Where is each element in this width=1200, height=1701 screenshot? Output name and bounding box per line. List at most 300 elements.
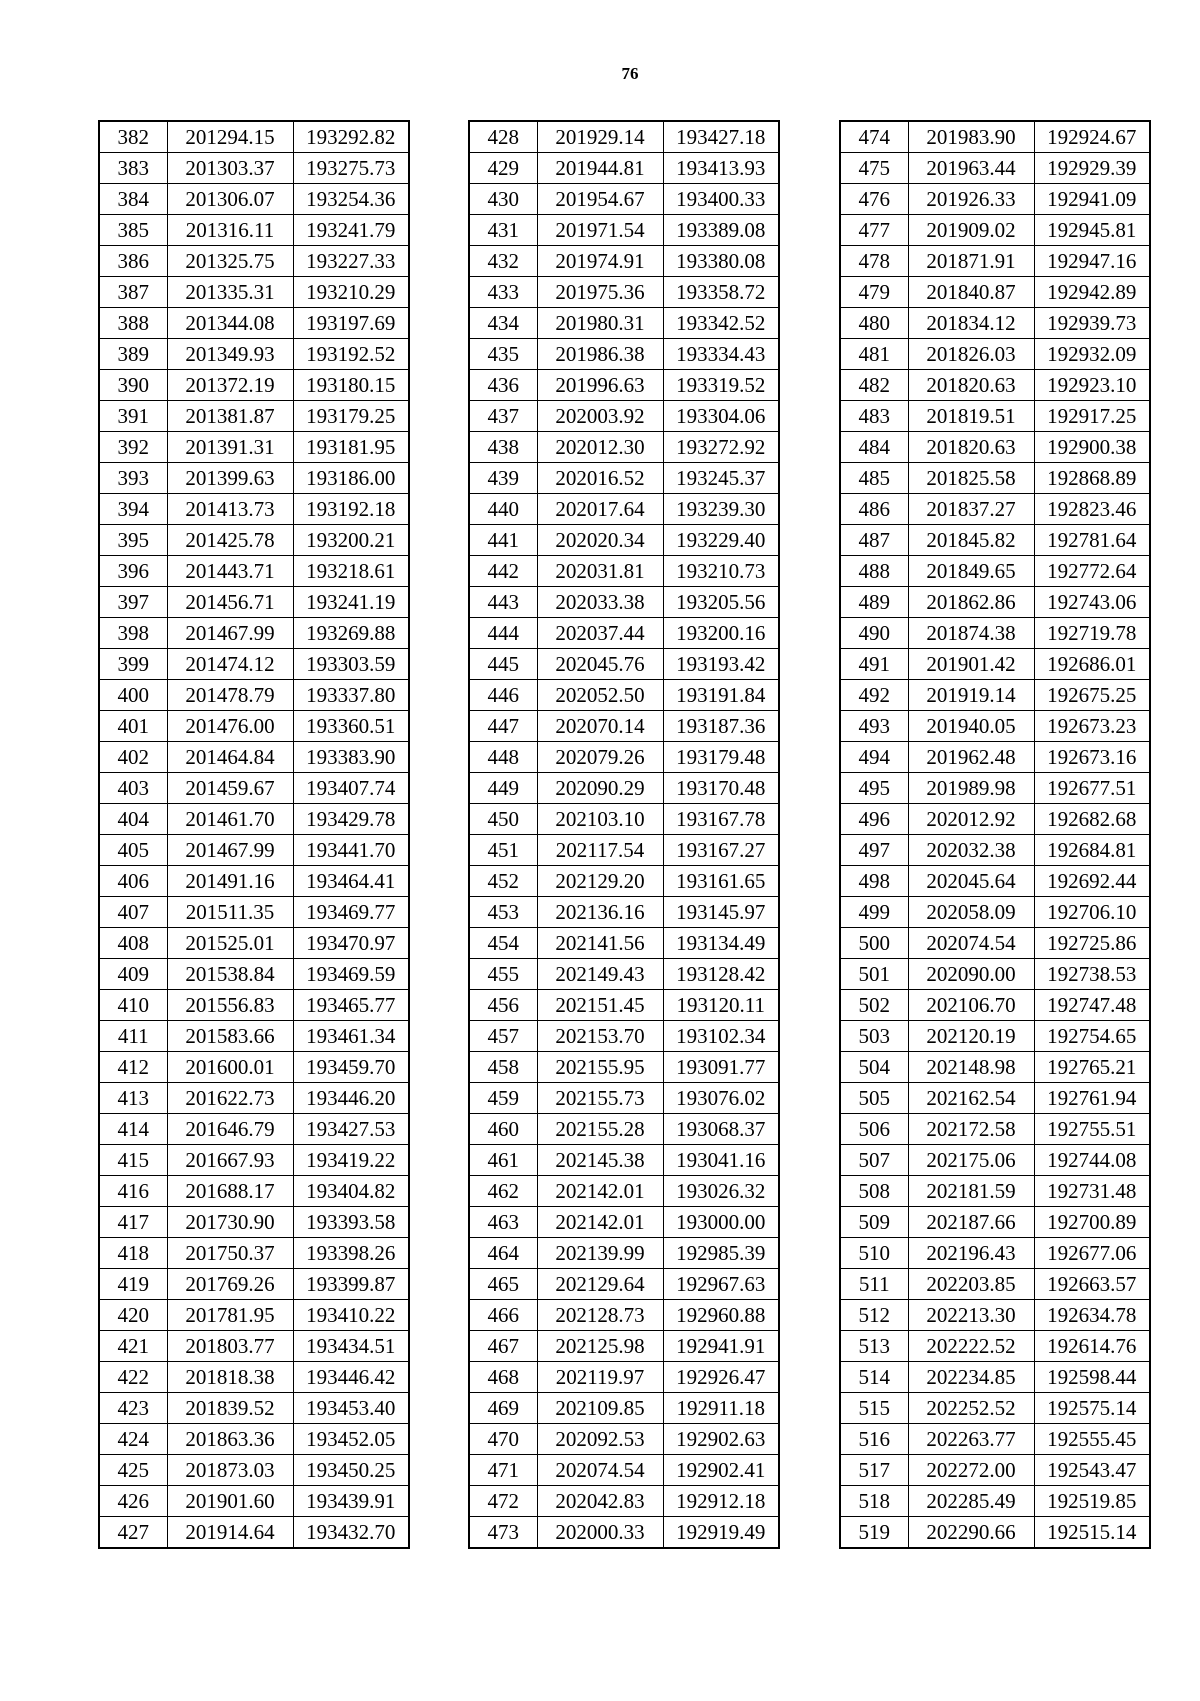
x-coordinate-cell: 201344.08 — [167, 308, 293, 339]
point-number-cell: 515 — [840, 1393, 908, 1424]
table-row — [469, 928, 779, 959]
x-coordinate-cell: 202213.30 — [908, 1300, 1034, 1331]
point-number-cell: 486 — [840, 494, 908, 525]
y-coordinate-cell: 193427.18 — [663, 121, 779, 153]
point-number-cell: 440 — [469, 494, 537, 525]
table-row — [469, 121, 779, 153]
table-row — [469, 1300, 779, 1331]
point-number-cell: 454 — [469, 928, 537, 959]
point-number-cell: 431 — [469, 215, 537, 246]
y-coordinate-cell: 192719.78 — [1034, 618, 1150, 649]
y-coordinate-cell: 192677.51 — [1034, 773, 1150, 804]
point-number-cell: 469 — [469, 1393, 537, 1424]
table-row — [99, 1021, 409, 1052]
coordinate-table-body — [840, 121, 1150, 1548]
x-coordinate-cell: 202196.43 — [908, 1238, 1034, 1269]
table-row — [469, 866, 779, 897]
x-coordinate-cell: 201349.93 — [167, 339, 293, 370]
point-number-cell: 428 — [469, 121, 537, 153]
point-number-cell: 396 — [99, 556, 167, 587]
table-row — [99, 525, 409, 556]
table-row — [99, 587, 409, 618]
point-number-cell: 422 — [99, 1362, 167, 1393]
point-number-cell: 453 — [469, 897, 537, 928]
x-coordinate-cell: 202090.29 — [537, 773, 663, 804]
y-coordinate-cell: 193193.42 — [663, 649, 779, 680]
point-number-cell: 412 — [99, 1052, 167, 1083]
x-coordinate-cell: 202162.54 — [908, 1083, 1034, 1114]
point-number-cell: 382 — [99, 121, 167, 153]
x-coordinate-cell: 201474.12 — [167, 649, 293, 680]
table-row — [99, 1424, 409, 1455]
point-number-cell: 425 — [99, 1455, 167, 1486]
y-coordinate-cell: 193292.82 — [293, 121, 409, 153]
x-coordinate-cell: 201944.81 — [537, 153, 663, 184]
table-row — [99, 1052, 409, 1083]
x-coordinate-cell: 201962.48 — [908, 742, 1034, 773]
point-number-cell: 404 — [99, 804, 167, 835]
table-row — [99, 1207, 409, 1238]
point-number-cell: 487 — [840, 525, 908, 556]
x-coordinate-cell: 202017.64 — [537, 494, 663, 525]
point-number-cell: 451 — [469, 835, 537, 866]
y-coordinate-cell: 192947.16 — [1034, 246, 1150, 277]
point-number-cell: 502 — [840, 990, 908, 1021]
y-coordinate-cell: 192919.49 — [663, 1517, 779, 1549]
table-row — [99, 897, 409, 928]
y-coordinate-cell: 193091.77 — [663, 1052, 779, 1083]
table-row — [469, 897, 779, 928]
y-coordinate-cell: 192598.44 — [1034, 1362, 1150, 1393]
y-coordinate-cell: 192926.47 — [663, 1362, 779, 1393]
point-number-cell: 504 — [840, 1052, 908, 1083]
point-number-cell: 432 — [469, 246, 537, 277]
table-row — [99, 1331, 409, 1362]
table-row — [840, 990, 1150, 1021]
x-coordinate-cell: 202103.10 — [537, 804, 663, 835]
y-coordinate-cell: 192731.48 — [1034, 1176, 1150, 1207]
table-row — [469, 308, 779, 339]
y-coordinate-cell: 193446.20 — [293, 1083, 409, 1114]
x-coordinate-cell: 202290.66 — [908, 1517, 1034, 1549]
y-coordinate-cell: 192663.57 — [1034, 1269, 1150, 1300]
x-coordinate-cell: 201954.67 — [537, 184, 663, 215]
x-coordinate-cell: 201476.00 — [167, 711, 293, 742]
table-row — [469, 1238, 779, 1269]
y-coordinate-cell: 193303.59 — [293, 649, 409, 680]
y-coordinate-cell: 193459.70 — [293, 1052, 409, 1083]
x-coordinate-cell: 201306.07 — [167, 184, 293, 215]
y-coordinate-cell: 193076.02 — [663, 1083, 779, 1114]
table-row — [469, 556, 779, 587]
point-number-cell: 406 — [99, 866, 167, 897]
y-coordinate-cell: 193170.48 — [663, 773, 779, 804]
table-row — [469, 959, 779, 990]
y-coordinate-cell: 193227.33 — [293, 246, 409, 277]
y-coordinate-cell: 193453.40 — [293, 1393, 409, 1424]
point-number-cell: 450 — [469, 804, 537, 835]
x-coordinate-cell: 201974.91 — [537, 246, 663, 277]
coordinate-table-2 — [468, 120, 780, 1549]
table-row — [840, 556, 1150, 587]
table-row — [469, 990, 779, 1021]
table-row — [469, 215, 779, 246]
y-coordinate-cell: 193446.42 — [293, 1362, 409, 1393]
y-coordinate-cell: 193432.70 — [293, 1517, 409, 1549]
x-coordinate-cell: 202203.85 — [908, 1269, 1034, 1300]
point-number-cell: 458 — [469, 1052, 537, 1083]
y-coordinate-cell: 192755.51 — [1034, 1114, 1150, 1145]
y-coordinate-cell: 192945.81 — [1034, 215, 1150, 246]
table-row — [469, 1083, 779, 1114]
table-row — [99, 308, 409, 339]
x-coordinate-cell: 201399.63 — [167, 463, 293, 494]
point-number-cell: 500 — [840, 928, 908, 959]
x-coordinate-cell: 201914.64 — [167, 1517, 293, 1549]
point-number-cell: 433 — [469, 277, 537, 308]
point-number-cell: 405 — [99, 835, 167, 866]
y-coordinate-cell: 193439.91 — [293, 1486, 409, 1517]
y-coordinate-cell: 193380.08 — [663, 246, 779, 277]
table-row — [469, 184, 779, 215]
point-number-cell: 501 — [840, 959, 908, 990]
y-coordinate-cell: 192960.88 — [663, 1300, 779, 1331]
point-number-cell: 435 — [469, 339, 537, 370]
y-coordinate-cell: 193465.77 — [293, 990, 409, 1021]
point-number-cell: 389 — [99, 339, 167, 370]
point-number-cell: 420 — [99, 1300, 167, 1331]
x-coordinate-cell: 201525.01 — [167, 928, 293, 959]
point-number-cell: 519 — [840, 1517, 908, 1549]
table-row — [840, 1517, 1150, 1549]
x-coordinate-cell: 202142.01 — [537, 1207, 663, 1238]
page-number: 76 — [621, 64, 639, 83]
point-number-cell: 429 — [469, 153, 537, 184]
point-number-cell: 482 — [840, 370, 908, 401]
x-coordinate-cell: 201996.63 — [537, 370, 663, 401]
coordinate-table-body — [99, 121, 409, 1548]
point-number-cell: 409 — [99, 959, 167, 990]
table-row — [469, 1517, 779, 1549]
point-number-cell: 495 — [840, 773, 908, 804]
x-coordinate-cell: 201820.63 — [908, 370, 1034, 401]
table-row — [99, 1455, 409, 1486]
x-coordinate-cell: 201975.36 — [537, 277, 663, 308]
y-coordinate-cell: 193167.27 — [663, 835, 779, 866]
table-row — [469, 835, 779, 866]
point-number-cell: 461 — [469, 1145, 537, 1176]
point-number-cell: 408 — [99, 928, 167, 959]
table-row — [99, 246, 409, 277]
y-coordinate-cell: 192700.89 — [1034, 1207, 1150, 1238]
y-coordinate-cell: 193187.36 — [663, 711, 779, 742]
table-row — [840, 277, 1150, 308]
table-row — [840, 587, 1150, 618]
y-coordinate-cell: 193434.51 — [293, 1331, 409, 1362]
x-coordinate-cell: 201600.01 — [167, 1052, 293, 1083]
table-row — [840, 680, 1150, 711]
point-number-cell: 386 — [99, 246, 167, 277]
y-coordinate-cell: 193269.88 — [293, 618, 409, 649]
x-coordinate-cell: 201963.44 — [908, 153, 1034, 184]
x-coordinate-cell: 201730.90 — [167, 1207, 293, 1238]
y-coordinate-cell: 193000.00 — [663, 1207, 779, 1238]
point-number-cell: 508 — [840, 1176, 908, 1207]
y-coordinate-cell: 193200.16 — [663, 618, 779, 649]
point-number-cell: 518 — [840, 1486, 908, 1517]
y-coordinate-cell: 193450.25 — [293, 1455, 409, 1486]
point-number-cell: 400 — [99, 680, 167, 711]
point-number-cell: 505 — [840, 1083, 908, 1114]
table-row — [840, 121, 1150, 153]
y-coordinate-cell: 193413.93 — [663, 153, 779, 184]
point-number-cell: 474 — [840, 121, 908, 153]
table-row — [99, 990, 409, 1021]
point-number-cell: 439 — [469, 463, 537, 494]
table-row — [99, 1300, 409, 1331]
y-coordinate-cell: 192924.67 — [1034, 121, 1150, 153]
table-row — [840, 153, 1150, 184]
x-coordinate-cell: 201837.27 — [908, 494, 1034, 525]
x-coordinate-cell: 201622.73 — [167, 1083, 293, 1114]
table-row — [469, 1486, 779, 1517]
point-number-cell: 416 — [99, 1176, 167, 1207]
y-coordinate-cell: 192706.10 — [1034, 897, 1150, 928]
y-coordinate-cell: 192725.86 — [1034, 928, 1150, 959]
x-coordinate-cell: 201459.67 — [167, 773, 293, 804]
x-coordinate-cell: 202119.97 — [537, 1362, 663, 1393]
y-coordinate-cell: 192754.65 — [1034, 1021, 1150, 1052]
point-number-cell: 446 — [469, 680, 537, 711]
x-coordinate-cell: 201372.19 — [167, 370, 293, 401]
point-number-cell: 434 — [469, 308, 537, 339]
x-coordinate-cell: 202016.52 — [537, 463, 663, 494]
table-row — [469, 742, 779, 773]
table-row — [469, 1145, 779, 1176]
x-coordinate-cell: 202070.14 — [537, 711, 663, 742]
y-coordinate-cell: 192575.14 — [1034, 1393, 1150, 1424]
x-coordinate-cell: 201874.38 — [908, 618, 1034, 649]
point-number-cell: 490 — [840, 618, 908, 649]
point-number-cell: 468 — [469, 1362, 537, 1393]
table-row — [99, 401, 409, 432]
y-coordinate-cell: 193342.52 — [663, 308, 779, 339]
x-coordinate-cell: 202145.38 — [537, 1145, 663, 1176]
y-coordinate-cell: 193179.25 — [293, 401, 409, 432]
y-coordinate-cell: 193205.56 — [663, 587, 779, 618]
x-coordinate-cell: 202031.81 — [537, 556, 663, 587]
table-row — [469, 773, 779, 804]
x-coordinate-cell: 202129.64 — [537, 1269, 663, 1300]
table-row — [840, 959, 1150, 990]
point-number-cell: 444 — [469, 618, 537, 649]
y-coordinate-cell: 193383.90 — [293, 742, 409, 773]
table-row — [99, 121, 409, 153]
point-number-cell: 477 — [840, 215, 908, 246]
y-coordinate-cell: 192519.85 — [1034, 1486, 1150, 1517]
x-coordinate-cell: 202074.54 — [908, 928, 1034, 959]
point-number-cell: 496 — [840, 804, 908, 835]
table-row — [99, 835, 409, 866]
table-row — [840, 618, 1150, 649]
y-coordinate-cell: 193319.52 — [663, 370, 779, 401]
table-row — [99, 1176, 409, 1207]
point-number-cell: 483 — [840, 401, 908, 432]
point-number-cell: 393 — [99, 463, 167, 494]
x-coordinate-cell: 202149.43 — [537, 959, 663, 990]
x-coordinate-cell: 202117.54 — [537, 835, 663, 866]
x-coordinate-cell: 201750.37 — [167, 1238, 293, 1269]
point-number-cell: 485 — [840, 463, 908, 494]
x-coordinate-cell: 202120.19 — [908, 1021, 1034, 1052]
y-coordinate-cell: 192900.38 — [1034, 432, 1150, 463]
table-row — [99, 1083, 409, 1114]
x-coordinate-cell: 201989.98 — [908, 773, 1034, 804]
point-number-cell: 473 — [469, 1517, 537, 1549]
table-row — [469, 680, 779, 711]
point-number-cell: 410 — [99, 990, 167, 1021]
point-number-cell: 503 — [840, 1021, 908, 1052]
x-coordinate-cell: 202012.92 — [908, 804, 1034, 835]
y-coordinate-cell: 193241.19 — [293, 587, 409, 618]
table-row — [840, 866, 1150, 897]
x-coordinate-cell: 201316.11 — [167, 215, 293, 246]
y-coordinate-cell: 192692.44 — [1034, 866, 1150, 897]
x-coordinate-cell: 201819.51 — [908, 401, 1034, 432]
x-coordinate-cell: 202172.58 — [908, 1114, 1034, 1145]
y-coordinate-cell: 192917.25 — [1034, 401, 1150, 432]
y-coordinate-cell: 193452.05 — [293, 1424, 409, 1455]
point-number-cell: 460 — [469, 1114, 537, 1145]
x-coordinate-cell: 201335.31 — [167, 277, 293, 308]
y-coordinate-cell: 192781.64 — [1034, 525, 1150, 556]
y-coordinate-cell: 193068.37 — [663, 1114, 779, 1145]
point-number-cell: 488 — [840, 556, 908, 587]
y-coordinate-cell: 192985.39 — [663, 1238, 779, 1269]
table-row — [840, 1207, 1150, 1238]
table-row — [99, 184, 409, 215]
point-number-cell: 481 — [840, 339, 908, 370]
table-row — [840, 928, 1150, 959]
x-coordinate-cell: 202079.26 — [537, 742, 663, 773]
x-coordinate-cell: 201840.87 — [908, 277, 1034, 308]
y-coordinate-cell: 193398.26 — [293, 1238, 409, 1269]
point-number-cell: 464 — [469, 1238, 537, 1269]
point-number-cell: 398 — [99, 618, 167, 649]
point-number-cell: 391 — [99, 401, 167, 432]
table-row — [469, 339, 779, 370]
table-row — [99, 618, 409, 649]
x-coordinate-cell: 201919.14 — [908, 680, 1034, 711]
point-number-cell: 436 — [469, 370, 537, 401]
y-coordinate-cell: 192823.46 — [1034, 494, 1150, 525]
point-number-cell: 421 — [99, 1331, 167, 1362]
x-coordinate-cell: 202012.30 — [537, 432, 663, 463]
x-coordinate-cell: 201456.71 — [167, 587, 293, 618]
y-coordinate-cell: 193407.74 — [293, 773, 409, 804]
x-coordinate-cell: 202074.54 — [537, 1455, 663, 1486]
y-coordinate-cell: 193192.52 — [293, 339, 409, 370]
x-coordinate-cell: 201834.12 — [908, 308, 1034, 339]
x-coordinate-cell: 202045.64 — [908, 866, 1034, 897]
table-row — [469, 370, 779, 401]
coordinate-table-1 — [98, 120, 410, 1549]
table-row — [840, 835, 1150, 866]
x-coordinate-cell: 202222.52 — [908, 1331, 1034, 1362]
y-coordinate-cell: 192543.47 — [1034, 1455, 1150, 1486]
table-row — [840, 494, 1150, 525]
point-number-cell: 478 — [840, 246, 908, 277]
table-row — [99, 1269, 409, 1300]
x-coordinate-cell: 201862.86 — [908, 587, 1034, 618]
y-coordinate-cell: 193464.41 — [293, 866, 409, 897]
table-row — [840, 1021, 1150, 1052]
y-coordinate-cell: 193400.33 — [663, 184, 779, 215]
point-number-cell: 475 — [840, 153, 908, 184]
y-coordinate-cell: 192614.76 — [1034, 1331, 1150, 1362]
table-row — [840, 1362, 1150, 1393]
x-coordinate-cell: 202285.49 — [908, 1486, 1034, 1517]
table-row — [99, 463, 409, 494]
point-number-cell: 471 — [469, 1455, 537, 1486]
y-coordinate-cell: 193134.49 — [663, 928, 779, 959]
y-coordinate-cell: 193389.08 — [663, 215, 779, 246]
table-row — [99, 1145, 409, 1176]
point-number-cell: 427 — [99, 1517, 167, 1549]
table-row — [99, 432, 409, 463]
table-row — [840, 432, 1150, 463]
y-coordinate-cell: 192911.18 — [663, 1393, 779, 1424]
y-coordinate-cell: 193334.43 — [663, 339, 779, 370]
y-coordinate-cell: 193469.77 — [293, 897, 409, 928]
x-coordinate-cell: 202272.00 — [908, 1455, 1034, 1486]
x-coordinate-cell: 201803.77 — [167, 1331, 293, 1362]
point-number-cell: 512 — [840, 1300, 908, 1331]
x-coordinate-cell: 202042.83 — [537, 1486, 663, 1517]
table-row — [840, 804, 1150, 835]
x-coordinate-cell: 201467.99 — [167, 835, 293, 866]
table-row — [99, 773, 409, 804]
x-coordinate-cell: 202136.16 — [537, 897, 663, 928]
table-row — [469, 1114, 779, 1145]
table-row — [469, 494, 779, 525]
x-coordinate-cell: 201986.38 — [537, 339, 663, 370]
y-coordinate-cell: 193419.22 — [293, 1145, 409, 1176]
y-coordinate-cell: 193102.34 — [663, 1021, 779, 1052]
x-coordinate-cell: 202045.76 — [537, 649, 663, 680]
x-coordinate-cell: 202155.28 — [537, 1114, 663, 1145]
point-number-cell: 497 — [840, 835, 908, 866]
y-coordinate-cell: 193239.30 — [663, 494, 779, 525]
y-coordinate-cell: 192902.63 — [663, 1424, 779, 1455]
x-coordinate-cell: 201983.90 — [908, 121, 1034, 153]
x-coordinate-cell: 202234.85 — [908, 1362, 1034, 1393]
x-coordinate-cell: 202252.52 — [908, 1393, 1034, 1424]
point-number-cell: 390 — [99, 370, 167, 401]
point-number-cell: 470 — [469, 1424, 537, 1455]
y-coordinate-cell: 192912.18 — [663, 1486, 779, 1517]
point-number-cell: 384 — [99, 184, 167, 215]
x-coordinate-cell: 201845.82 — [908, 525, 1034, 556]
table-row — [99, 1114, 409, 1145]
y-coordinate-cell: 192929.39 — [1034, 153, 1150, 184]
point-number-cell: 511 — [840, 1269, 908, 1300]
point-number-cell: 465 — [469, 1269, 537, 1300]
point-number-cell: 449 — [469, 773, 537, 804]
table-row — [99, 153, 409, 184]
y-coordinate-cell: 193254.36 — [293, 184, 409, 215]
x-coordinate-cell: 201391.31 — [167, 432, 293, 463]
